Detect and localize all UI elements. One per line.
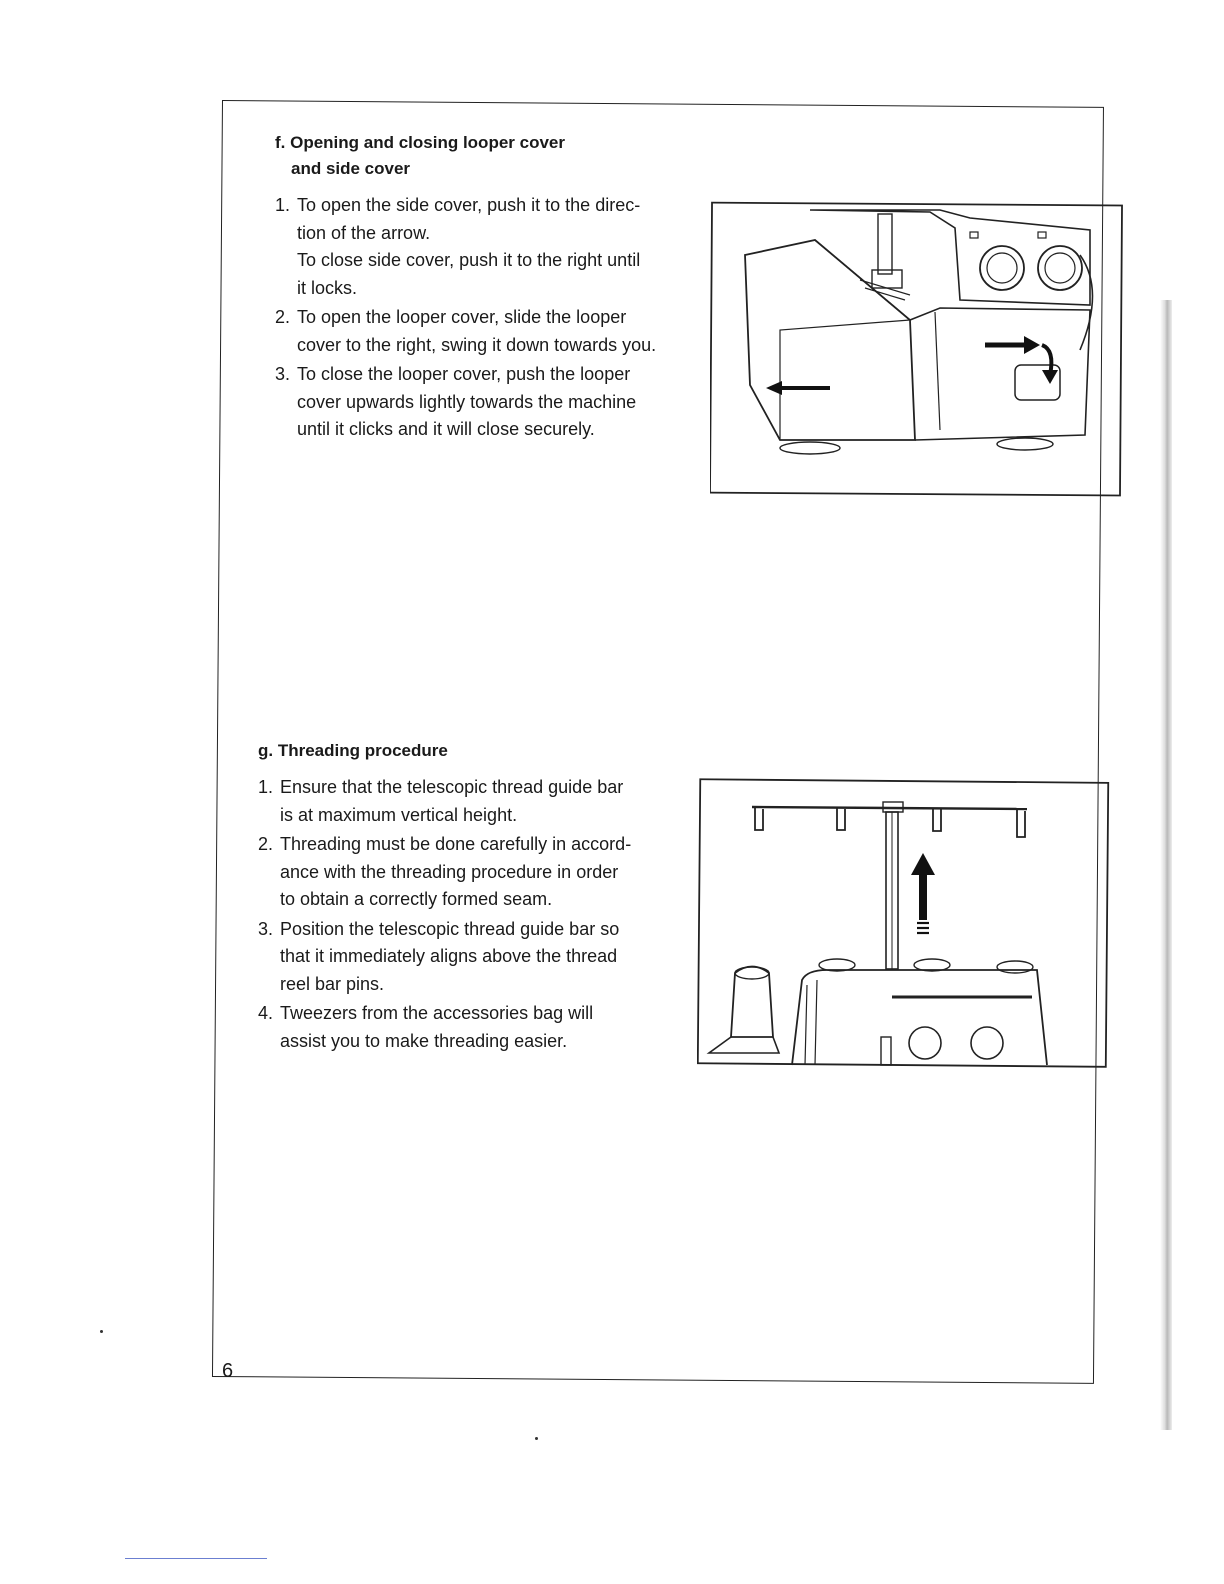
step-line: cover upwards lightly towards the machine (297, 391, 637, 412)
step-line: cover to the right, swing it down towards you. (297, 334, 657, 355)
list-item (258, 1000, 692, 1055)
step-line: it locks. (297, 277, 358, 298)
step-number: 3. (258, 918, 274, 939)
step-line: Ensure that the telescopic thread guide bar (280, 777, 624, 797)
step-number: 3. (275, 364, 291, 384)
step-line: To close the looper cover, push the looper (297, 364, 631, 384)
step-number: 1. (275, 195, 291, 215)
section-g-heading: g. Threading procedure (258, 741, 448, 760)
section-looper-cover (275, 130, 707, 446)
step-line: assist you to make threading easier. (280, 1030, 568, 1051)
section-f-heading-line2: and side cover (291, 159, 411, 178)
step-line: To close side cover, push it to the right until (297, 250, 641, 270)
list-item (275, 304, 707, 359)
step-line: Position the telescopic thread guide bar so (280, 918, 620, 939)
scan-speck (535, 1437, 538, 1440)
step-number: 2. (275, 307, 291, 327)
list-item (258, 774, 692, 829)
step-line: Threading must be done carefully in accord- (280, 834, 632, 854)
step-number: 4. (258, 1003, 274, 1023)
step-number: 1. (258, 777, 274, 797)
step-line: ance with the threading procedure in order (280, 861, 619, 882)
step-line: reel bar pins. (280, 973, 385, 994)
scan-edge-artifact (1160, 300, 1172, 1430)
step-line: is at maximum vertical height. (280, 804, 518, 825)
section-g-steps (258, 774, 692, 1055)
looper-cover-illustration (710, 200, 1125, 500)
step-line: tion of the arrow. (297, 222, 431, 243)
scan-rule-artifact (125, 1558, 267, 1559)
page-number: 6 (222, 1360, 234, 1382)
step-line: until it clicks and it will close securely. (297, 419, 595, 439)
list-item (258, 916, 692, 999)
step-line: to obtain a correctly formed seam. (280, 889, 553, 909)
step-line: Tweezers from the accessories bag will (280, 1003, 594, 1023)
step-line: that it immediately aligns above the thread (280, 946, 618, 966)
thread-guide-illustration (697, 775, 1112, 1070)
scan-speck (100, 1330, 103, 1333)
step-line: To open the side cover, push it to the direc- (297, 195, 641, 215)
section-f-steps (275, 192, 707, 444)
step-number: 2. (258, 834, 274, 854)
list-item (275, 192, 707, 302)
section-f-heading-line1: f. Opening and closing looper cover (275, 133, 565, 152)
list-item (258, 831, 692, 914)
step-line: To open the looper cover, slide the looper (297, 307, 627, 327)
section-f-heading (275, 130, 707, 182)
list-item (275, 361, 707, 444)
section-threading (258, 738, 692, 1057)
